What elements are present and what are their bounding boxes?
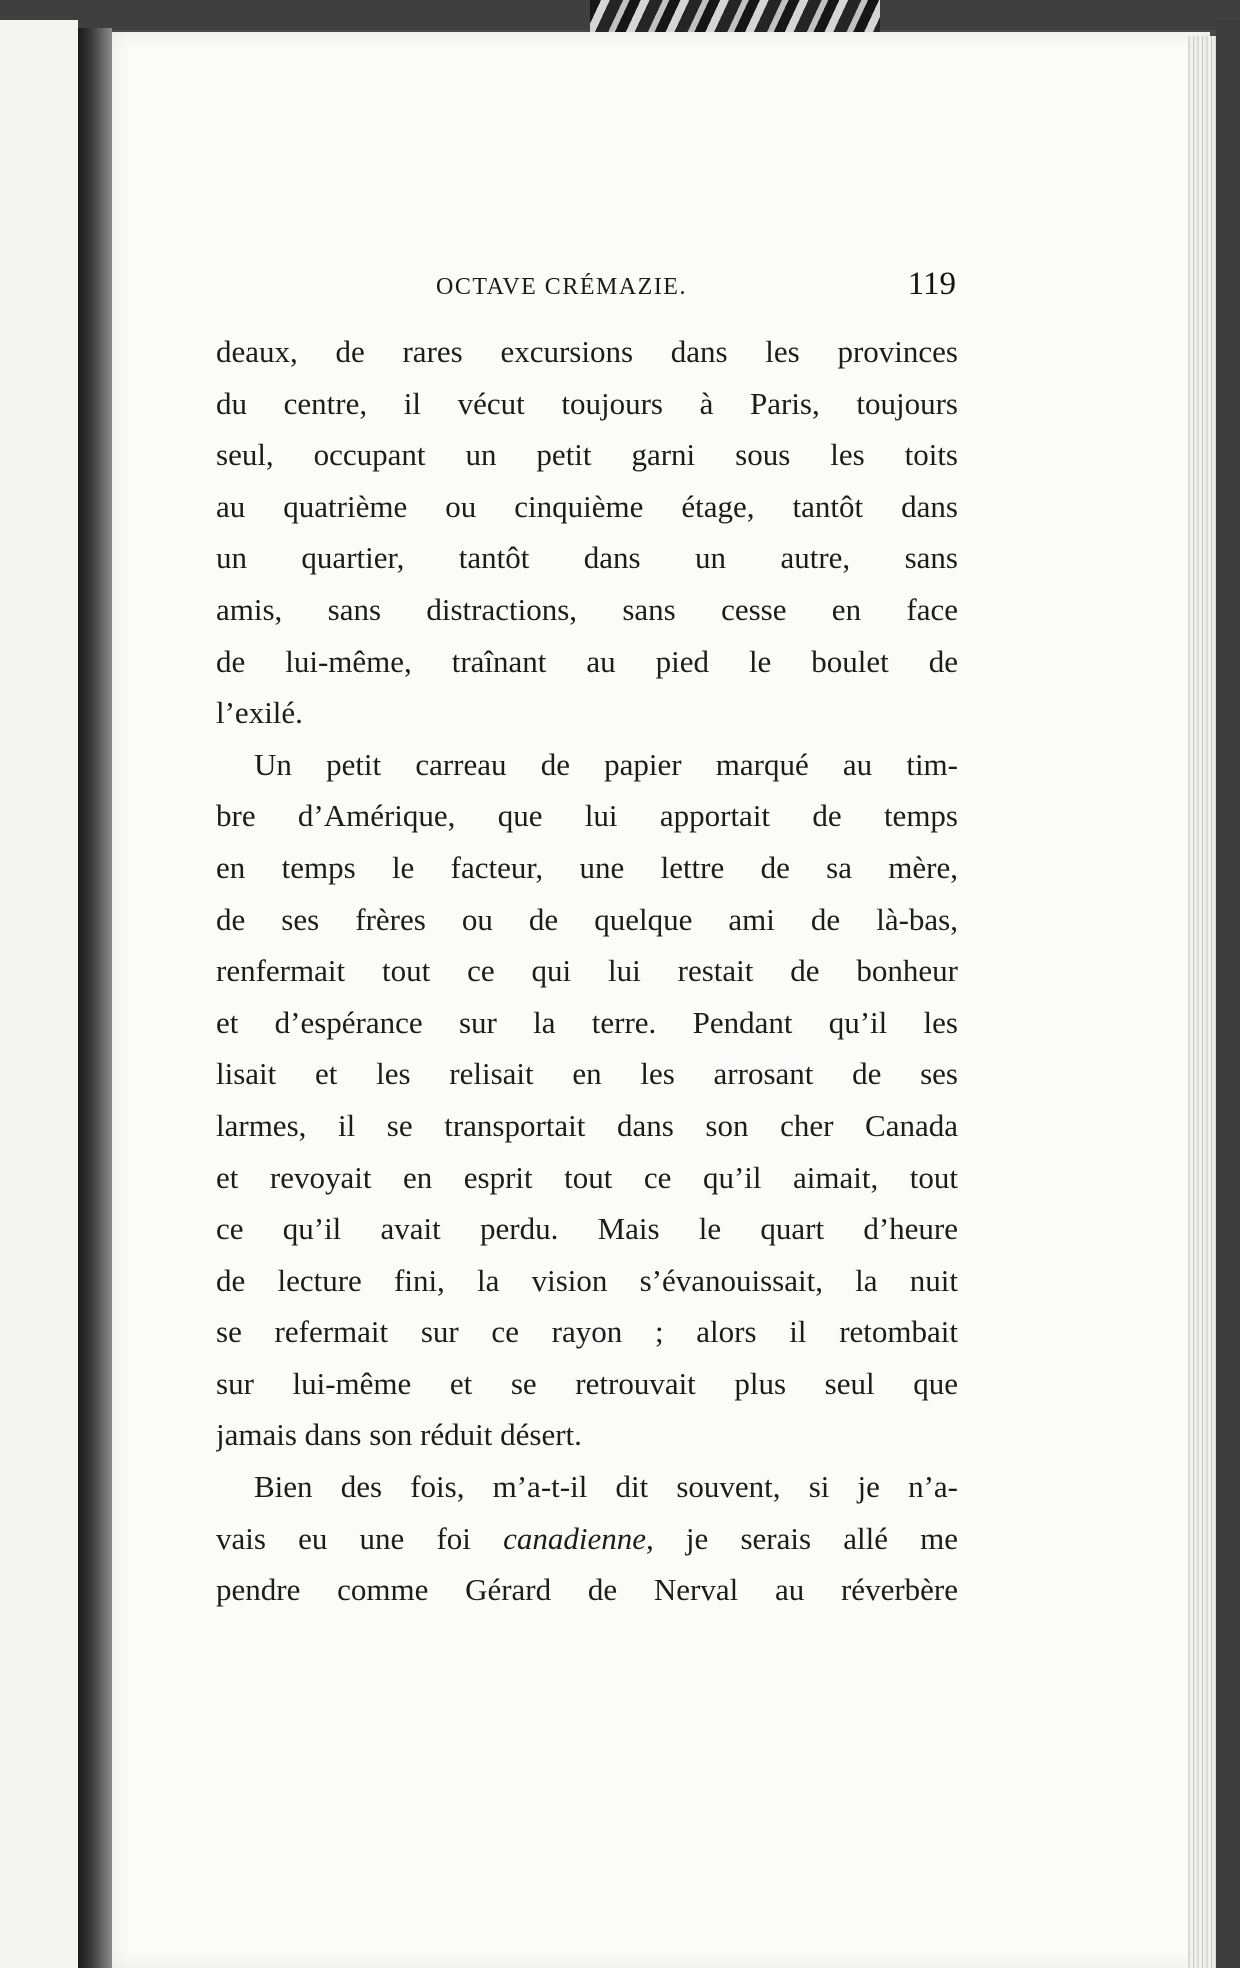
text-line: au quatrième ou cinquième étage, tantôt dans xyxy=(216,488,958,524)
text-line: en temps le facteur, une lettre de sa mère, xyxy=(216,849,958,885)
text-line: bre d’Amérique, que lui apportait de temps xyxy=(216,798,958,834)
text-line: larmes, il se transportait dans son cher Canada xyxy=(216,1107,958,1143)
text-line: deaux, de rares excursions dans les provinces xyxy=(216,334,958,369)
text-line: l’exilé. xyxy=(216,695,303,731)
page-header xyxy=(216,266,958,316)
text-line-mixed xyxy=(216,1513,958,1565)
page-stack-edge xyxy=(1188,36,1216,1968)
running-title: OCTAVE CRÉMAZIE. xyxy=(436,274,687,300)
text-line: ce qu’il avait perdu. Mais le quart d’heure xyxy=(216,1211,958,1247)
text-fragment: je serais allé me xyxy=(653,1520,958,1556)
page-number: 119 xyxy=(907,266,956,302)
text-line: seul, occupant un petit garni sous les toits xyxy=(216,437,958,473)
text-line: lisait et les relisait en les arrosant de ses xyxy=(216,1056,958,1092)
cover-image-fragment xyxy=(590,0,880,34)
text-line: renfermait tout ce qui lui restait de bonheur xyxy=(216,953,958,989)
text-line: de ses frères ou de quelque ami de là-bas, xyxy=(216,901,958,937)
text-line: et d’espérance sur la terre. Pendant qu’il les xyxy=(216,1004,958,1040)
book-gutter xyxy=(78,28,112,1968)
text-line: pendre comme Gérard de Nerval au réverbère xyxy=(216,1572,958,1608)
text-line: un quartier, tantôt dans un autre, sans xyxy=(216,540,958,576)
scan-right-border xyxy=(1216,20,1240,1968)
text-line: et revoyait en esprit tout ce qu’il aimait, tout xyxy=(216,1159,958,1195)
text-line: jamais dans son réduit désert. xyxy=(216,1417,582,1453)
text-line: sur lui-même et se retrouvait plus seul que xyxy=(216,1365,958,1401)
text-line: du centre, il vécut toujours à Paris, toujours xyxy=(216,385,958,421)
italic-word: canadienne, xyxy=(503,1520,654,1556)
text-line: se refermait sur ce rayon ; alors il retombait xyxy=(216,1314,958,1350)
text-fragment: vais eu une foi xyxy=(216,1520,504,1556)
text-line: de lecture fini, la vision s’évanouissait, la nuit xyxy=(216,1262,958,1298)
text-line: Un petit carreau de papier marqué au tim- xyxy=(254,746,958,782)
left-page-fragment xyxy=(0,20,78,1968)
text-line: amis, sans distractions, sans cesse en face xyxy=(216,591,958,627)
text-line: de lui-même, traînant au pied le boulet de xyxy=(216,643,958,679)
text-line: Bien des fois, m’a-t-il dit souvent, si je n’a- xyxy=(254,1469,958,1505)
body-text xyxy=(216,326,958,1616)
